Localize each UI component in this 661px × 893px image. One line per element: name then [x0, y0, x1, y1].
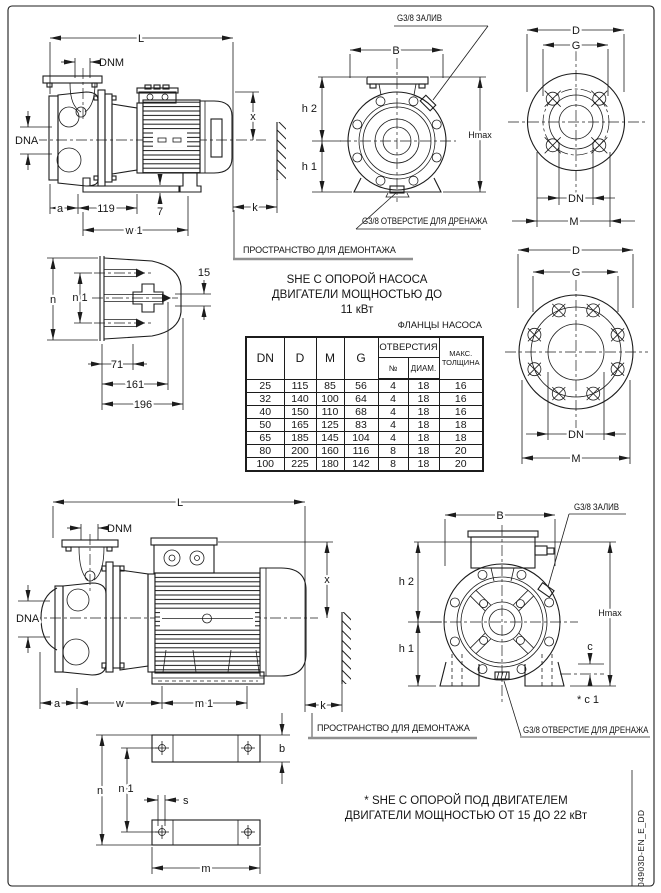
dim-label-m1: m 1 — [194, 698, 214, 710]
dim-label-15: 15 — [197, 267, 211, 279]
table-row: 25 115 85 56 4 18 16 — [246, 379, 483, 393]
pump-flange-8-hole-view — [505, 245, 648, 465]
dim-label-71: 71 — [110, 359, 124, 371]
dim-label-M: M — [569, 216, 579, 228]
dim-label-k: k — [320, 700, 326, 712]
col-header-max-thickness: МАКС. ТОЛЩИНА — [439, 337, 483, 379]
dim-label-L: L — [137, 33, 145, 45]
variant-note-top-line3: 11 кВт — [340, 304, 374, 316]
dim-label-G: G — [571, 40, 581, 52]
dim-label-161: 161 — [125, 379, 145, 391]
wall-hatch — [342, 612, 351, 684]
bottom-side-view — [16, 497, 351, 737]
table-row: 100 225 180 142 8 18 20 — [246, 458, 483, 472]
pump-flange-4-hole-view — [508, 25, 645, 228]
dim-label-k: k — [252, 202, 258, 214]
dim-label-n: n — [96, 785, 104, 797]
dim-label-h1: h 1 — [301, 161, 317, 173]
dim-label-w: w — [116, 698, 124, 710]
dim-label-DNA: DNA — [16, 613, 40, 625]
dismantling-space-note-top: ПРОСТРАНСТВО ДЛЯ ДЕМОНТАЖА — [243, 245, 396, 255]
dim-label-x: x — [324, 574, 330, 586]
dim-label-196: 196 — [133, 399, 153, 411]
dim-label-DN: DN — [568, 429, 584, 441]
dim-label-h1: h 1 — [398, 643, 414, 655]
dismantling-space-note-bottom: ПРОСТРАНСТВО ДЛЯ ДЕМОНТАЖА — [317, 723, 470, 733]
dim-label-m: m — [201, 863, 211, 875]
dim-label-D: D — [572, 245, 580, 257]
dim-label-w1: w 1 — [125, 225, 143, 237]
variant-note-top — [244, 273, 470, 318]
table-row: 80 200 160 116 8 18 20 — [246, 445, 483, 458]
dim-label-n1: n 1 — [118, 783, 134, 795]
dim-label-M: M — [571, 453, 581, 465]
table-row: 65 185 145 104 4 18 18 — [246, 432, 483, 445]
dim-label-c1: * c 1 — [576, 694, 600, 706]
dim-label-Hmax: Hmax — [468, 130, 492, 140]
table-row: 50 165 125 83 4 18 18 — [246, 419, 483, 432]
table-row: 40 150 110 68 4 18 16 — [246, 406, 483, 419]
dim-label-G: G — [571, 267, 581, 279]
dim-label-B: B — [392, 45, 400, 57]
fill-plug-label-bottom: G3/8 ЗАЛИВ — [574, 502, 619, 512]
dim-label-b: b — [278, 743, 286, 755]
col-header-m: M — [316, 337, 344, 379]
dim-label-D: D — [572, 25, 580, 37]
dim-label-s: s — [183, 795, 189, 807]
dim-label-DNM: DNM — [99, 57, 125, 69]
dim-label-L: L — [176, 497, 184, 509]
col-header-dn: DN — [246, 337, 284, 379]
variant-note-top-line1: SHE С ОПОРОЙ НАСОСА — [286, 274, 428, 286]
bottom-front-view — [399, 510, 650, 737]
col-header-holes: ОТВЕРСТИЯ — [378, 337, 439, 358]
drain-plug-label-top: G3/8 ОТВЕРСТИЕ ДЛЯ ДРЕНАЖА — [362, 216, 488, 226]
dim-label-h2: h 2 — [301, 103, 317, 115]
dim-label-a: a — [56, 203, 64, 215]
dim-label-n1: n 1 — [72, 292, 88, 304]
motor-feet-top-view — [96, 713, 290, 875]
col-header-hole-diam: ДИАМ. — [408, 358, 439, 380]
variant-note-bottom — [330, 794, 602, 824]
dim-label-7: 7 — [156, 206, 164, 218]
wall-hatch — [277, 122, 286, 180]
col-header-d: D — [284, 337, 316, 379]
dim-label-Hmax: Hmax — [598, 608, 622, 618]
variant-note-bottom-line1: * SHE С ОПОРОЙ ПОД ДВИГАТЕЛЕМ — [364, 795, 568, 807]
dim-label-c: c — [587, 641, 593, 653]
dim-label-DNA: DNA — [15, 135, 39, 147]
flange-table — [245, 336, 484, 472]
dim-label-x: x — [250, 111, 256, 123]
variant-note-bottom-line2: ДВИГАТЕЛИ МОЩНОСТЬЮ ОТ 15 ДО 22 кВт — [344, 810, 588, 822]
flange-table-caption: ФЛАНЦЫ НАСОСА — [397, 320, 482, 331]
col-header-g: G — [344, 337, 378, 379]
dim-label-DN: DN — [568, 193, 584, 205]
top-side-view — [15, 33, 286, 258]
dim-label-DNM: DNM — [107, 523, 133, 535]
variant-note-top-line2: ДВИГАТЕЛИ МОЩНОСТЬЮ ДО — [271, 289, 443, 301]
top-front-view — [302, 26, 493, 229]
dim-label-B: B — [496, 510, 504, 522]
drain-plug-label-bottom: G3/8 ОТВЕРСТИЕ ДЛЯ ДРЕНАЖА — [523, 725, 649, 735]
fill-plug-label-top: G3/8 ЗАЛИВ — [397, 13, 442, 23]
dim-label-119: 119 — [97, 203, 115, 215]
dim-label-n: n — [49, 294, 57, 306]
table-row: 32 140 100 64 4 18 16 — [246, 393, 483, 406]
col-header-hole-count: № — [378, 358, 408, 380]
dim-label-h2: h 2 — [398, 576, 414, 588]
pump-support-bracket-view — [47, 256, 211, 411]
dim-label-a: a — [53, 698, 61, 710]
document-code: 04903D-EN_E_DD — [636, 809, 646, 887]
